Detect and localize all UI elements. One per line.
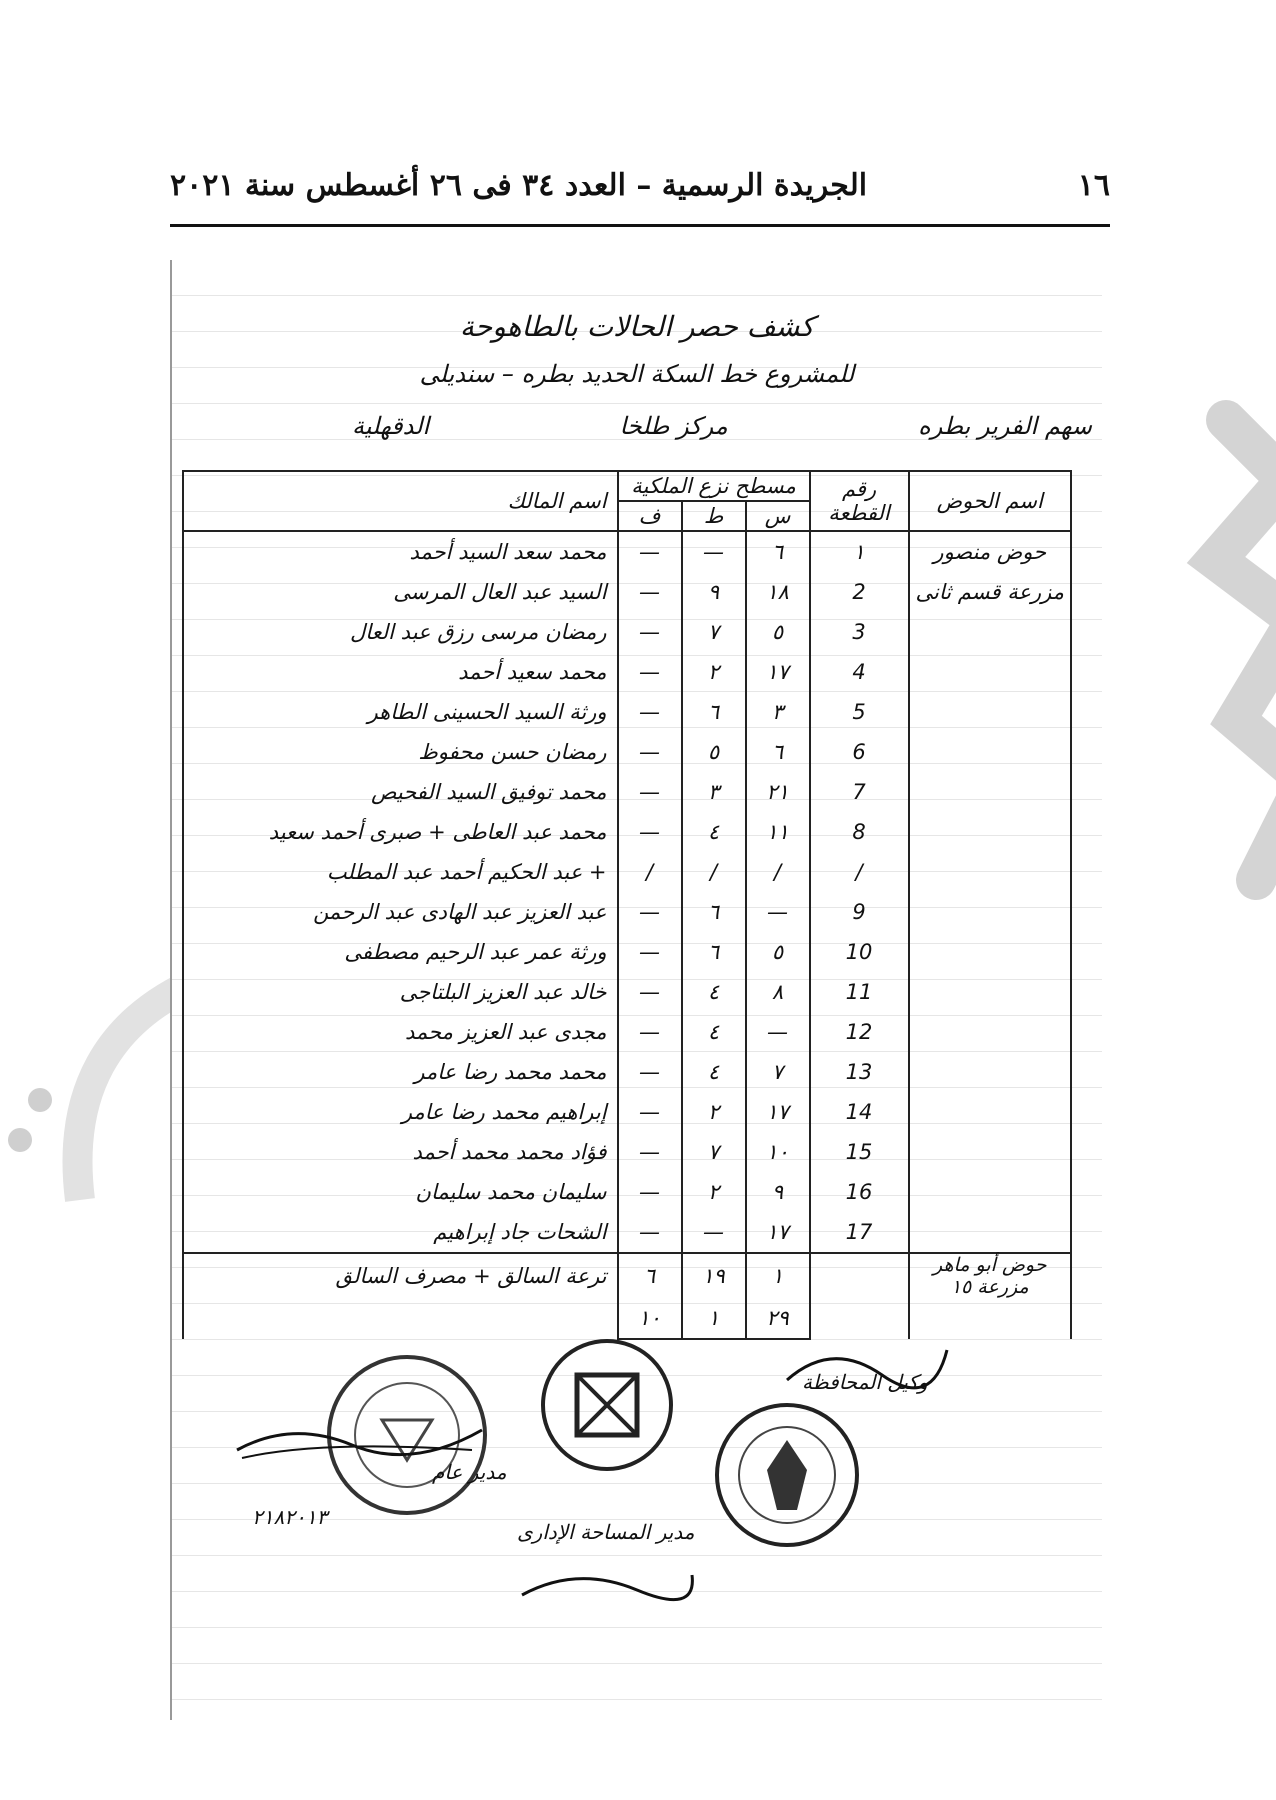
cell-sahm: ٢١ xyxy=(746,772,810,812)
cell-feddan: — xyxy=(618,772,682,812)
cell-sahm: ١٠ xyxy=(746,1132,810,1172)
total-qirat: ١٩ xyxy=(682,1253,746,1298)
cell-basin xyxy=(909,1052,1071,1092)
cell-owner-name: سليمان محمد سليمان xyxy=(183,1172,618,1212)
table-row xyxy=(183,1212,1071,1253)
cell-basin xyxy=(909,1132,1071,1172)
header-feddan: ف xyxy=(618,501,682,531)
cell-feddan: / xyxy=(618,852,682,892)
table-total xyxy=(183,1253,1071,1339)
cell-feddan: — xyxy=(618,652,682,692)
cell-feddan: — xyxy=(618,892,682,932)
cell-qirat: ٥ xyxy=(682,732,746,772)
cell-qirat: ٣ xyxy=(682,772,746,812)
cell-feddan: — xyxy=(618,1132,682,1172)
cell-qirat: ٦ xyxy=(682,932,746,972)
underline-qirat: ١ xyxy=(682,1298,746,1339)
cell-qirat: — xyxy=(682,1212,746,1253)
table-row xyxy=(183,692,1071,732)
cell-plot: 4 xyxy=(810,652,909,692)
table-row xyxy=(183,892,1071,932)
header-sahm: س xyxy=(746,501,810,531)
cell-feddan: — xyxy=(618,732,682,772)
cell-basin xyxy=(909,692,1071,732)
cell-basin xyxy=(909,1172,1071,1212)
cell-sahm: / xyxy=(746,852,810,892)
cell-plot: ١ xyxy=(810,531,909,572)
cell-basin xyxy=(909,612,1071,652)
cell-feddan: — xyxy=(618,692,682,732)
cell-basin xyxy=(909,972,1071,1012)
middle-signature-title: مدير المساحة الإدارى xyxy=(517,1520,695,1544)
cell-plot: 12 xyxy=(810,1012,909,1052)
cell-basin xyxy=(909,812,1071,852)
page-number: ١٦ xyxy=(1077,167,1110,203)
table-row xyxy=(183,852,1071,892)
cell-basin xyxy=(909,1092,1071,1132)
cell-feddan: — xyxy=(618,1052,682,1092)
table-row xyxy=(183,652,1071,692)
table-row xyxy=(183,572,1071,612)
header-qirat: ط xyxy=(682,501,746,531)
cell-owner-name: رمضان مرسى رزق عبد العال xyxy=(183,612,618,652)
cell-feddan: — xyxy=(618,812,682,852)
cell-sahm: ٥ xyxy=(746,612,810,652)
cell-qirat: ٦ xyxy=(682,692,746,732)
cell-qirat: ٤ xyxy=(682,812,746,852)
cell-basin xyxy=(909,1212,1071,1253)
middle-official-stamp xyxy=(537,1335,677,1475)
total-underline-row xyxy=(183,1298,1071,1339)
cell-basin xyxy=(909,932,1071,972)
cell-basin xyxy=(909,1012,1071,1052)
cell-qirat: ٧ xyxy=(682,612,746,652)
header-name: اسم المالك xyxy=(183,471,618,531)
cell-owner-name: رمضان حسن محفوظ xyxy=(183,732,618,772)
table-row xyxy=(183,932,1071,972)
cell-plot: / xyxy=(810,852,909,892)
cell-owner-name: محمد عبد العاطى + صبرى أحمد سعيد xyxy=(183,812,618,852)
cell-basin xyxy=(909,732,1071,772)
cell-sahm: ١١ xyxy=(746,812,810,852)
right-signature-title: وكيل المحافظة xyxy=(802,1370,928,1394)
cell-qirat: / xyxy=(682,852,746,892)
cell-feddan: — xyxy=(618,932,682,972)
cell-sahm: ٥ xyxy=(746,932,810,972)
cell-qirat: ٦ xyxy=(682,892,746,932)
ownership-table xyxy=(182,470,1072,1340)
cell-plot: 6 xyxy=(810,732,909,772)
cell-sahm: ٩ xyxy=(746,1172,810,1212)
table-row xyxy=(183,531,1071,572)
cell-qirat: ٤ xyxy=(682,1052,746,1092)
cell-plot: 14 xyxy=(810,1092,909,1132)
sheet-title: كشف حصر الحالات بالطاهوحة xyxy=(459,310,815,343)
cell-owner-name: الشحات جاد إبراهيم xyxy=(183,1212,618,1253)
cell-plot: 7 xyxy=(810,772,909,812)
cell-owner-name: ورثة عمر عبد الرحيم مصطفى xyxy=(183,932,618,972)
governorate-name: الدقهلية xyxy=(352,412,430,440)
underline-feddan: ١٠ xyxy=(618,1298,682,1339)
total-sahm: ١ xyxy=(746,1253,810,1298)
cell-plot: 10 xyxy=(810,932,909,972)
cell-qirat: ٢ xyxy=(682,652,746,692)
cell-plot: 13 xyxy=(810,1052,909,1092)
header-plot: رقم القطعة xyxy=(810,471,909,531)
cell-sahm: ٦ xyxy=(746,531,810,572)
cell-feddan: — xyxy=(618,1092,682,1132)
page-header xyxy=(170,160,1110,210)
cell-plot: 15 xyxy=(810,1132,909,1172)
table-row xyxy=(183,1092,1071,1132)
left-signature-number: ٢١٨٢٠١٣ xyxy=(252,1505,328,1529)
cell-plot: 3 xyxy=(810,612,909,652)
cell-qirat: ٢ xyxy=(682,1172,746,1212)
cell-qirat: ٢ xyxy=(682,1092,746,1132)
cell-qirat: ٤ xyxy=(682,972,746,1012)
cell-sahm: — xyxy=(746,892,810,932)
table-row xyxy=(183,1012,1071,1052)
table-row xyxy=(183,972,1071,1012)
cell-owner-name: محمد توفيق السيد الفحيص xyxy=(183,772,618,812)
cell-plot: 11 xyxy=(810,972,909,1012)
cell-qirat: ٤ xyxy=(682,1012,746,1052)
header-area: مسطح نزع الملكية xyxy=(618,471,810,501)
scanned-sheet xyxy=(170,260,1102,1720)
middle-signature-scribble xyxy=(517,1560,697,1610)
cell-plot: 16 xyxy=(810,1172,909,1212)
cell-basin xyxy=(909,852,1071,892)
total-row xyxy=(183,1253,1071,1298)
total-basin: حوض أبو ماهر مزرعة ١٥ xyxy=(909,1253,1071,1298)
cell-owner-name: السيد عبد العال المرسى xyxy=(183,572,618,612)
cell-sahm: ١٧ xyxy=(746,1092,810,1132)
cell-sahm: ١٧ xyxy=(746,652,810,692)
sheet-subtitle: للمشروع خط السكة الحديد بطره – سنديلى xyxy=(419,360,855,388)
cell-plot: 2 xyxy=(810,572,909,612)
cell-basin xyxy=(909,652,1071,692)
header-basin: اسم الحوض xyxy=(909,471,1071,531)
cell-feddan: — xyxy=(618,972,682,1012)
cell-sahm: ٧ xyxy=(746,1052,810,1092)
cell-owner-name: محمد سعيد أحمد xyxy=(183,652,618,692)
table-row xyxy=(183,1052,1071,1092)
cell-sahm: ١٨ xyxy=(746,572,810,612)
cell-owner-name: عبد العزيز عبد الهادى عبد الرحمن xyxy=(183,892,618,932)
cell-basin: مزرعة قسم ثانى xyxy=(909,572,1071,612)
cell-plot: 17 xyxy=(810,1212,909,1253)
gazette-title: الجريدة الرسمية – العدد ٣٤ فى ٢٦ أغسطس سنة ٢٠٢١ xyxy=(170,167,868,203)
cell-feddan: — xyxy=(618,572,682,612)
table-body xyxy=(183,531,1071,1253)
cell-owner-name: مجدى عبد العزيز محمد xyxy=(183,1012,618,1052)
total-name: ترعة السالق + مصرف السالق xyxy=(183,1253,618,1298)
cell-owner-name: + عبد الحكيم أحمد عبد المطلب xyxy=(183,852,618,892)
cell-plot: 8 xyxy=(810,812,909,852)
cell-sahm: ١٧ xyxy=(746,1212,810,1253)
cell-sahm: ٨ xyxy=(746,972,810,1012)
table-row xyxy=(183,1172,1071,1212)
header-rule xyxy=(170,224,1110,227)
location-meta xyxy=(352,412,1092,440)
cell-qirat: ٧ xyxy=(682,1132,746,1172)
cell-owner-name: محمد محمد رضا عامر xyxy=(183,1052,618,1092)
cell-owner-name: ورثة السيد الحسينى الطاهر xyxy=(183,692,618,732)
table-row xyxy=(183,1132,1071,1172)
eagle-official-stamp xyxy=(712,1400,862,1550)
cell-basin xyxy=(909,892,1071,932)
cell-sahm: ٦ xyxy=(746,732,810,772)
village-name: سهم الفرير بطره xyxy=(918,412,1092,440)
cell-owner-name: فؤاد محمد محمد أحمد xyxy=(183,1132,618,1172)
cell-owner-name: خالد عبد العزيز البلتاجى xyxy=(183,972,618,1012)
cell-feddan: — xyxy=(618,1212,682,1253)
cell-sahm: ٣ xyxy=(746,692,810,732)
table-row xyxy=(183,812,1071,852)
table-row xyxy=(183,772,1071,812)
cell-plot: 5 xyxy=(810,692,909,732)
cell-qirat: — xyxy=(682,531,746,572)
cell-feddan: — xyxy=(618,1172,682,1212)
cell-feddan: — xyxy=(618,612,682,652)
cell-feddan: — xyxy=(618,1012,682,1052)
cell-plot: 9 xyxy=(810,892,909,932)
cell-owner-name: إبراهيم محمد رضا عامر xyxy=(183,1092,618,1132)
cell-qirat: ٩ xyxy=(682,572,746,612)
table-row xyxy=(183,612,1071,652)
cell-basin: حوض منصور xyxy=(909,531,1071,572)
cell-basin xyxy=(909,772,1071,812)
center-name: مركز طلخا xyxy=(619,412,728,440)
cell-sahm: — xyxy=(746,1012,810,1052)
cell-owner-name: محمد سعد السيد أحمد xyxy=(183,531,618,572)
underline-sahm: ٢٩ xyxy=(746,1298,810,1339)
cell-feddan: — xyxy=(618,531,682,572)
left-signature-title: مدير عام xyxy=(432,1460,507,1484)
total-feddan: ٦ xyxy=(618,1253,682,1298)
table-row xyxy=(183,732,1071,772)
